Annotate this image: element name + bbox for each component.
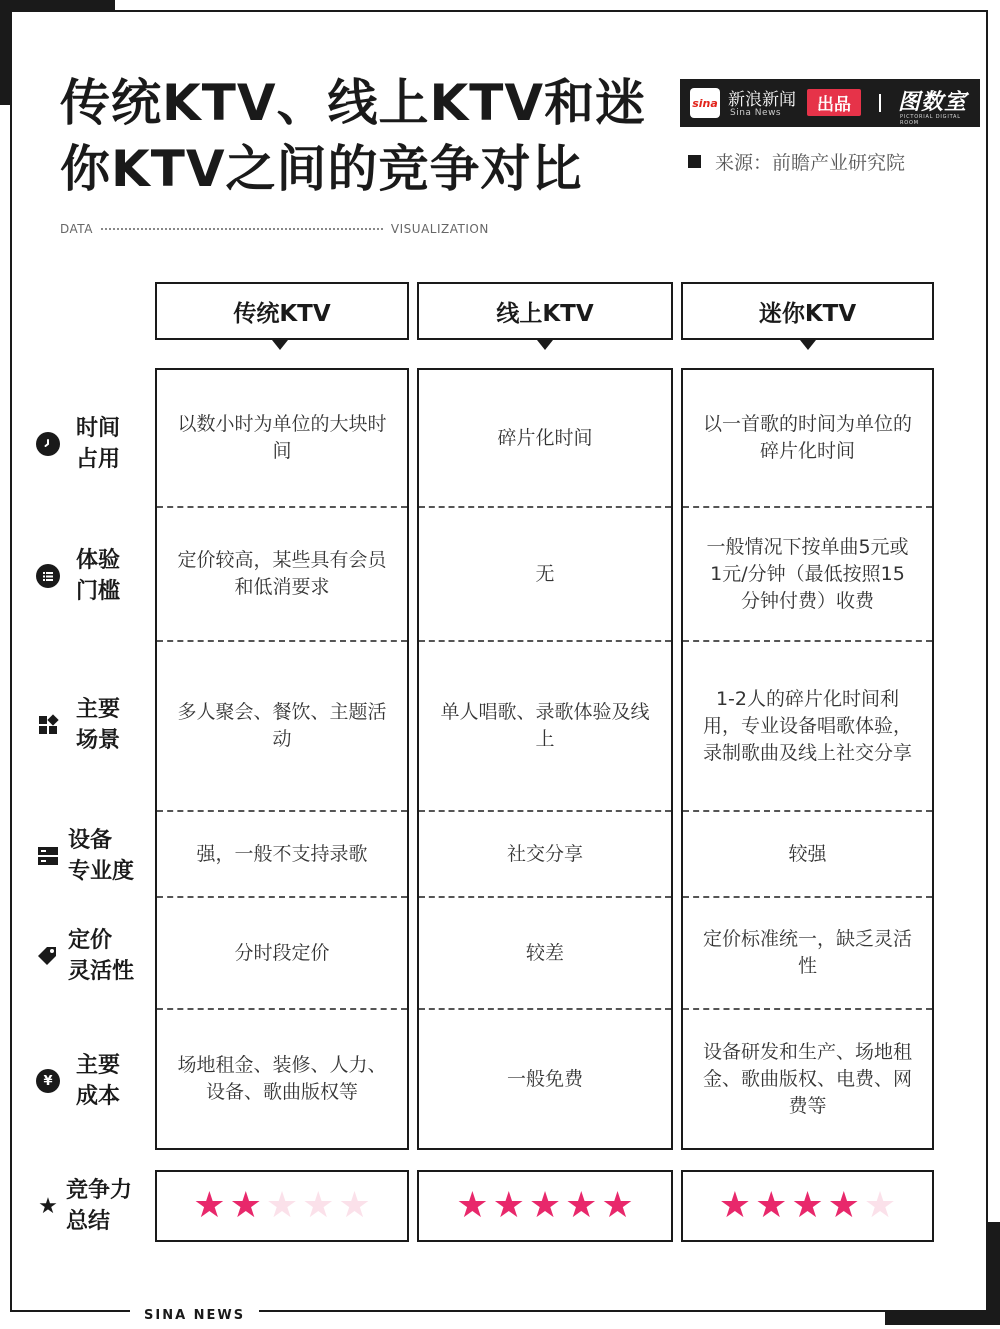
cell-time-mini: 以一首歌的时间为单位的碎片化时间 [683,370,932,508]
cell-scene-mini: 1-2人的碎片化时间利用，专业设备唱歌体验，录制歌曲及线上社交分享 [683,642,932,812]
star-filled-icon: ★ [456,1185,489,1226]
cell-pricing-online: 较差 [419,898,671,1010]
row-label-equipment [36,821,134,891]
sina-logo-icon: sina [690,88,720,118]
cell-cost-online: 一般免费 [506,1067,583,1090]
produce-badge: 出品 [807,89,861,116]
cell-scene-online: 单人唱歌、录歌体验及线上 [419,642,671,812]
cell-equipment-online: 社交分享 [419,812,671,898]
row-label-threshold [36,541,120,611]
rating-online-ktv [417,1170,673,1242]
cell-cost-traditional: 场地租金、装修、人力、设备、歌曲版权等 [177,1054,387,1103]
star-empty-icon: ★ [863,1185,897,1226]
row-label-pricing [36,921,134,991]
cell-cost-mini: 设备研发和生产、场地租金、歌曲版权、电费、网费等 [702,1040,912,1117]
cell-pricing-mini: 定价标准统一，缺乏灵活性 [683,898,932,1010]
row-label-text: 主要 成本 [76,1053,121,1109]
corner-decoration-top-left [0,0,115,10]
page-title-line-1: 传统KTV、线上KTV和迷 [60,74,647,132]
row-label-text: 竞争力 总结 [66,1178,133,1234]
brand-bar [680,79,980,127]
row-label-scene [36,690,120,760]
star-filled-icon: ★ [601,1185,634,1226]
column-header-mini-ktv: 迷你KTV [681,282,934,340]
cell-threshold-mini: 一般情况下按单曲5元或1元/分钟（最低按照15分钟付费）收费 [683,508,932,642]
cell-equipment-mini: 较强 [683,812,932,898]
star-filled-icon: ★ [193,1185,226,1226]
tagline-right: VISUALIZATION [390,222,489,236]
star-filled-icon: ★ [565,1185,598,1226]
column-mini-ktv [681,368,934,1150]
tagline-left: DATA [60,222,93,236]
row-label-text: 主要 场景 [76,697,121,753]
column-online-ktv [417,368,673,1150]
source-text: 来源：前瞻产业研究院 [715,152,906,174]
shushi-logo: 图数室 [898,90,968,115]
rating-traditional-ktv [155,1170,409,1242]
footer-brand: SINA NEWS [130,1302,259,1329]
star-empty-icon: ★ [302,1185,335,1226]
cell-time-online: 碎片化时间 [419,370,671,508]
corner-decoration-right [988,1222,1000,1325]
brand-divider [879,94,881,112]
shushi-logo-english: PICTORIAL DIGITAL ROOM [900,114,961,126]
tagline-dotted-divider [101,228,383,230]
row-label-text: 定价 灵活性 [68,928,135,984]
column-pointer-icon [800,340,816,350]
column-header-online-ktv: 线上KTV [417,282,673,340]
row-label-text: 时间 占用 [76,416,121,472]
row-label-text: 体验 门槛 [76,548,121,604]
grid-icon [36,713,60,737]
sina-brand-name: 新浪新闻 [728,90,796,110]
column-traditional-ktv [155,368,409,1150]
page-title [60,70,660,202]
cell-scene-traditional: 多人聚会、餐饮、主题活动 [157,642,407,812]
list-icon [36,564,60,588]
row-label-time [36,409,120,479]
tag-icon [36,944,60,968]
cell-equipment-traditional: 强，一般不支持录歌 [157,812,407,898]
star-empty-icon: ★ [338,1185,371,1226]
clock-icon [36,432,60,456]
star-filled-icon: ★ [827,1185,860,1226]
star-filled-icon: ★ [791,1185,824,1226]
source-note [688,148,905,175]
source-square-icon [688,155,701,168]
star-filled-icon: ★ [492,1185,525,1226]
page-title-line-2: 你KTV之间的竞争对比 [60,140,583,198]
cell-pricing-traditional: 分时段定价 [157,898,407,1010]
column-pointer-icon [537,340,553,350]
yen-icon: ¥ [36,1069,60,1093]
column-pointer-icon [272,340,288,350]
corner-decoration-bottom-right [885,1312,1000,1325]
sina-brand-english: Sina News [730,108,782,118]
row-label-rating [36,1171,132,1241]
row-label-cost [36,1046,120,1116]
star-empty-icon: ★ [265,1185,299,1226]
cell-threshold-online: 无 [419,508,671,642]
star-filled-icon: ★ [718,1185,752,1226]
server-icon [36,844,60,868]
star-filled-icon: ★ [528,1185,562,1226]
star-icon: ★ [38,1193,58,1219]
row-label-text: 设备 专业度 [68,828,135,884]
data-visualization-tagline [60,222,489,236]
cell-threshold-traditional: 定价较高，某些具有会员和低消要求 [157,508,407,642]
star-filled-icon: ★ [229,1185,262,1226]
rating-mini-ktv [681,1170,934,1242]
star-filled-icon: ★ [755,1185,788,1226]
column-header-traditional-ktv: 传统KTV [155,282,409,340]
corner-decoration-left [0,0,10,105]
cell-time-traditional: 以数小时为单位的大块时间 [157,370,407,508]
